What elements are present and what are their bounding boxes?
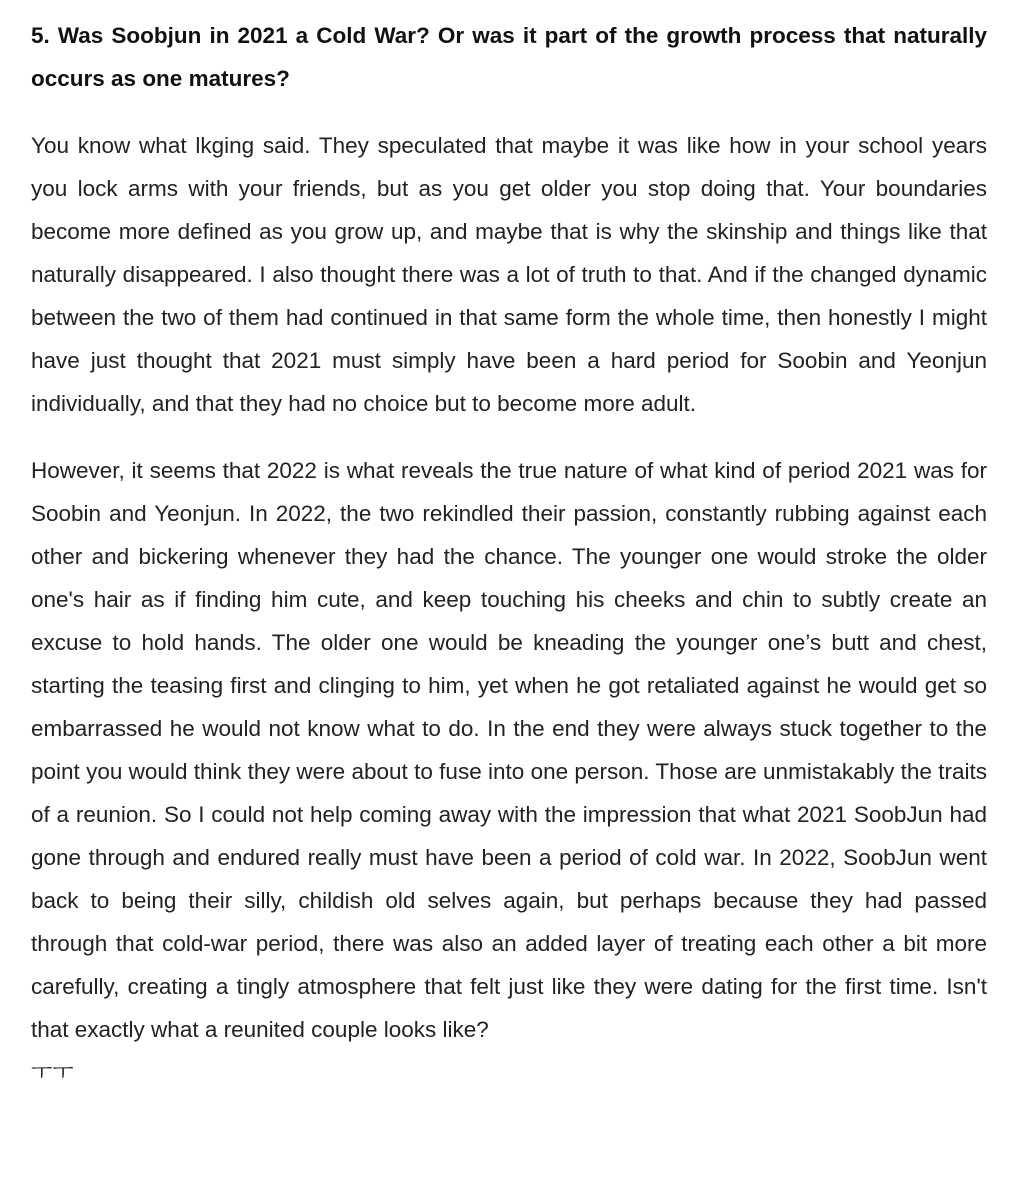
spacer bbox=[31, 100, 987, 124]
trailing-emoticon: ㅜㅜ bbox=[31, 1060, 74, 1081]
section-heading: 5. Was Soobjun in 2021 a Cold War? Or was it part of the growth process that naturally occurs as one matures? bbox=[31, 23, 987, 91]
paragraph-1: You know what lkging said. They speculated that maybe it was like how in your school years you lock arms with your friends, but as you get older you stop doing that. Your boundaries become more defined as you grow up, and maybe that is why the skinship and things like that naturally disappeared. I also thought there was a lot of truth to that. And if the changed dynamic between the two of them had continued in that same form the whole time, then honestly I might have just thought that 2021 must simply have been a hard period for Soobin and Yeonjun individually, and that they had no choice but to become more adult. bbox=[31, 133, 987, 416]
paragraph-2: However, it seems that 2022 is what reveals the true nature of what kind of period 2021 was for Soobin and Yeonjun. In 2022, the two rekindled their passion, constantly rubbing against each other and bickering whenever they had the chance. The younger one would stroke the older one's hair as if finding him cute, and keep touching his cheeks and chin to subtly create an excuse to hold hands. The older one would be kneading the younger one’s butt and chest, starting the teasing first and clinging to him, yet when he got retaliated against he would get so embarrassed he would not know what to do. In the end they were always stuck together to the point you would think they were about to fuse into one person. Those are unmistakably the traits of a reunion. So I could not help coming away with the impression that what 2021 SoobJun had gone through and endured really must have been a period of cold war. In 2022, SoobJun went back to being their silly, childish old selves again, but perhaps because they had passed through that cold-war period, there was also an added layer of treating each other a bit more carefully, creating a tingly atmosphere that felt just like they were dating for the first time. Isn't that exactly what a reunited couple looks like? bbox=[31, 458, 987, 1042]
article bbox=[31, 14, 987, 1081]
spacer bbox=[31, 425, 987, 449]
